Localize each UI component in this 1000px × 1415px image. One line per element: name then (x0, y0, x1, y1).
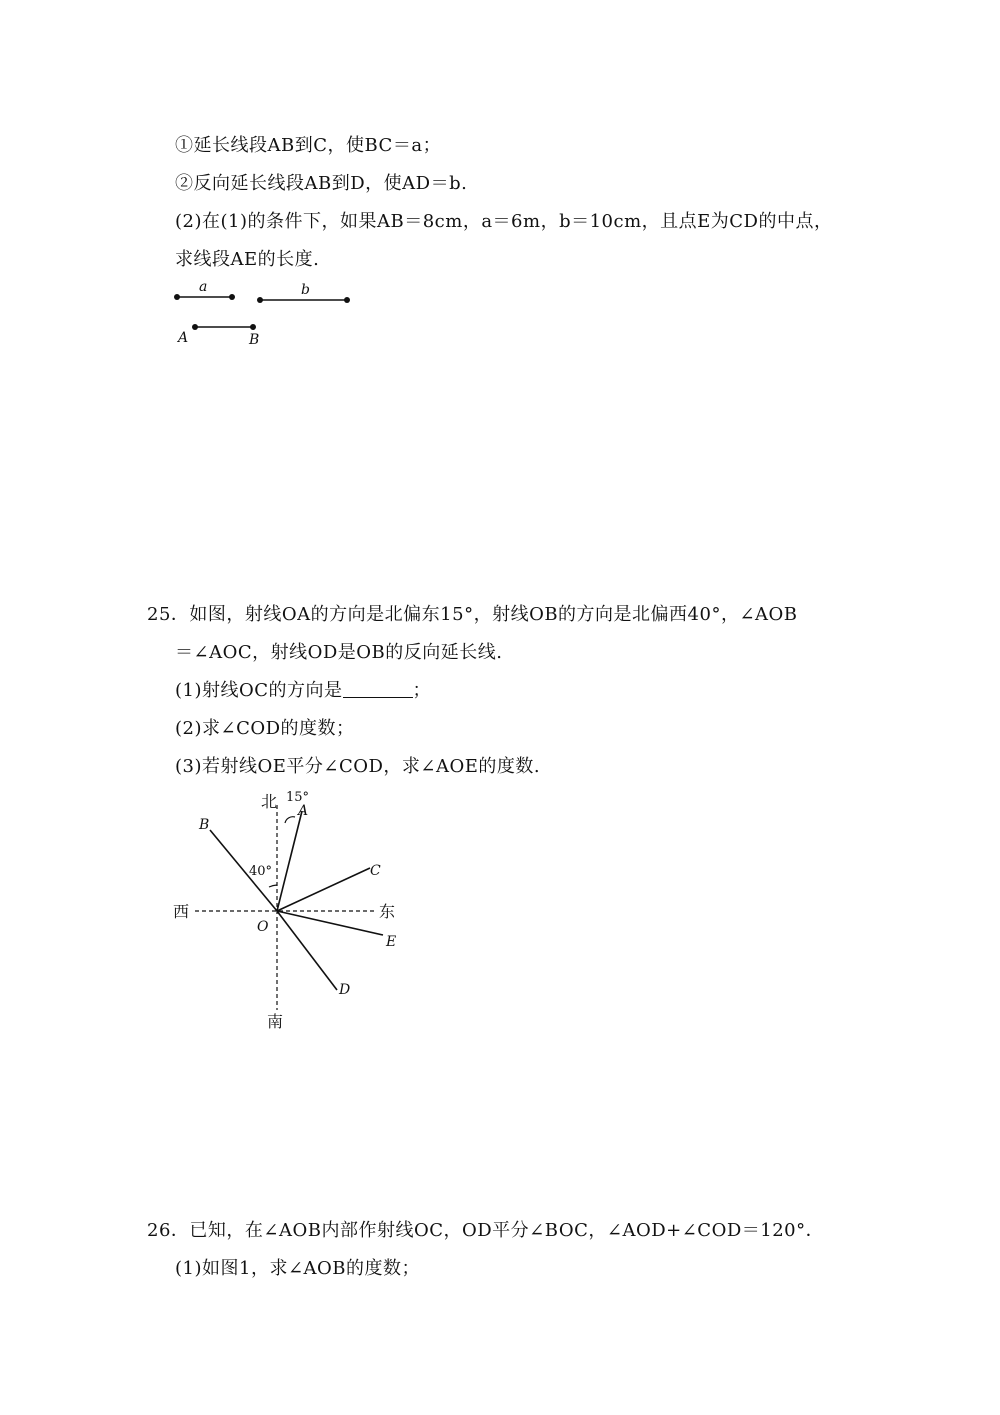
q26-stem: 26．已知，在∠AOB内部作射线OC，OD平分∠BOC，∠AOD+∠COD＝120°． (147, 1220, 825, 1241)
q24-part2-line1: (2)在(1)的条件下，如果AB＝8cm，a＝6m，b＝10cm，且点E为CD的中点， (175, 211, 833, 232)
label-15deg: 15° (286, 790, 310, 805)
arc-15 (285, 817, 295, 823)
ray-OC (277, 868, 370, 911)
label-south: 南 (267, 1012, 284, 1031)
q25-part1-prefix: (1)射线OC的方向是 (175, 680, 343, 701)
point-A (192, 324, 198, 330)
label-B: B (199, 817, 210, 833)
label-O: O (257, 919, 269, 935)
q24-step1: ①延长线段AB到C，使BC＝a； (175, 135, 442, 156)
label-D: D (339, 982, 351, 998)
label-40deg: 40° (249, 864, 273, 879)
label-west: 西 (173, 902, 190, 921)
arc-40 (269, 885, 277, 887)
label-b: b (301, 282, 310, 298)
q24-part2-line2: 求线段AE的长度. (175, 249, 320, 270)
q25-stem-line2: ＝∠AOC，射线OD是OB的反向延长线. (175, 642, 503, 663)
q25-part1 (175, 680, 431, 702)
q26-part1: (1)如图1，求∠AOB的度数； (175, 1258, 421, 1279)
label-A: A (178, 330, 189, 346)
segment-b-end-right (344, 297, 350, 303)
label-E: E (386, 934, 397, 950)
segment-b-end-left (257, 297, 263, 303)
label-C: C (370, 863, 381, 879)
q24-segment-figure (165, 275, 365, 355)
q25-part3: (3)若射线OE平分∠COD，求∠AOE的度数. (175, 756, 541, 777)
segment-a-end-right (229, 294, 235, 300)
q25-part2: (2)求∠COD的度数； (175, 718, 355, 739)
q25-direction-figure (165, 785, 415, 1035)
point-B (250, 324, 256, 330)
ray-OA (277, 811, 302, 911)
q25-part1-suffix: ； (412, 680, 432, 701)
label-A: A (298, 803, 309, 819)
segment-a-end-left (174, 294, 180, 300)
label-north: 北 (261, 792, 278, 811)
label-east: 东 (379, 902, 396, 921)
q25-stem-line1: 25．如图，射线OA的方向是北偏东15°，射线OB的方向是北偏西40°，∠AOB (147, 604, 798, 625)
label-B: B (249, 332, 260, 348)
q25-answer-blank[interactable] (343, 697, 413, 698)
label-a: a (199, 279, 208, 295)
q24-step2: ②反向延长线段AB到D，使AD＝b. (175, 173, 468, 194)
